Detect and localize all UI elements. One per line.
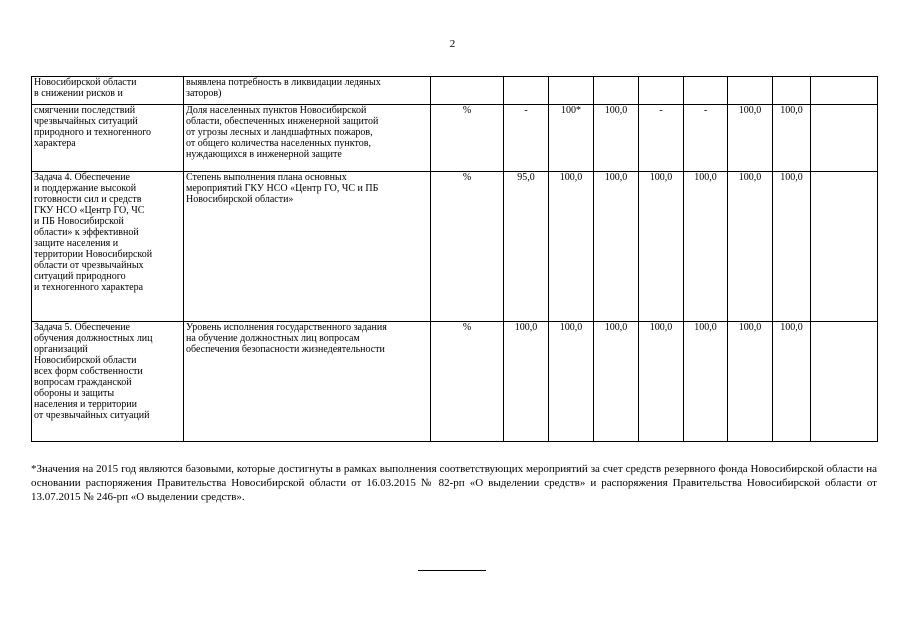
value-cell — [811, 172, 878, 322]
table-row — [32, 77, 878, 105]
footnote: *Значения на 2015 год являются базовыми, которые достигнуты в рамках выполнения соответствующих мероприятий за счет средств резервного фонда Новосибирской области на основании распоряжения Правительства Новосибирской области от 16.03.2015 № 82-рп «О выделении средств» и распоряжения Правительства Новосибирской области от 13.07.2015 № 246-рп «О выделении средств». — [31, 463, 877, 503]
value-cell: 100,0 — [728, 322, 773, 442]
value-cell: 100,0 — [639, 172, 684, 322]
task-cell: Новосибирской области в снижении рисков и — [32, 77, 184, 105]
value-cell: 100,0 — [594, 105, 639, 172]
value-cell — [728, 77, 773, 105]
value-cell: - — [639, 105, 684, 172]
value-cell: 100,0 — [728, 105, 773, 172]
unit-cell — [431, 77, 504, 105]
value-cell — [811, 322, 878, 442]
value-cell: - — [504, 105, 549, 172]
unit-cell: % — [431, 105, 504, 172]
value-cell: 100,0 — [549, 322, 594, 442]
value-cell — [811, 77, 878, 105]
value-cell — [773, 77, 811, 105]
value-cell: 100,0 — [504, 322, 549, 442]
value-cell: 100,0 — [773, 322, 811, 442]
unit-cell: % — [431, 322, 504, 442]
value-cell: 100,0 — [594, 172, 639, 322]
value-cell: 100,0 — [639, 322, 684, 442]
value-cell: 95,0 — [504, 172, 549, 322]
value-cell — [594, 77, 639, 105]
unit-cell: % — [431, 172, 504, 322]
table-row — [32, 105, 878, 172]
end-rule — [418, 570, 486, 571]
value-cell: - — [684, 105, 728, 172]
value-cell: 100,0 — [549, 172, 594, 322]
value-cell: 100,0 — [684, 322, 728, 442]
value-cell — [639, 77, 684, 105]
value-cell — [549, 77, 594, 105]
page-number: 2 — [449, 38, 456, 50]
value-cell: 100* — [549, 105, 594, 172]
value-cell: 100,0 — [773, 172, 811, 322]
value-cell — [684, 77, 728, 105]
indicators-table — [31, 76, 878, 442]
indicator-cell: Степень выполнения плана основных мероприятий ГКУ НСО «Центр ГО, ЧС и ПБ Новосибирской области» — [184, 172, 431, 322]
value-cell: 100,0 — [728, 172, 773, 322]
table-row — [32, 172, 878, 322]
task-cell: Задача 5. Обеспечение обучения должностных лиц организаций Новосибирской области всех форм собственности вопросам гражданской обороны и защиты населения и территории от чрезвычайных ситуаций — [32, 322, 184, 442]
task-cell: смягчении последствий чрезвычайных ситуаций природного и техногенного характера — [32, 105, 184, 172]
task-cell: Задача 4. Обеспечение и поддержание высокой готовности сил и средств ГКУ НСО «Центр ГО, ЧС и ПБ Новосибирской области» к эффективной защите населения и территории Новосибирской области от чрезвычайных ситуаций природного и техногенного характера — [32, 172, 184, 322]
indicator-cell: Доля населенных пунктов Новосибирской области, обеспеченных инженерной защитой от угрозы лесных и ландшафтных пожаров, от общего количества населенных пунктов, нуждающихся в инженерной защите — [184, 105, 431, 172]
value-cell — [811, 105, 878, 172]
value-cell: 100,0 — [684, 172, 728, 322]
indicator-cell: выявлена потребность в ликвидации ледяных заторов) — [184, 77, 431, 105]
value-cell: 100,0 — [773, 105, 811, 172]
indicator-cell: Уровень исполнения государственного задания на обучение должностных лиц вопросам обеспечения безопасности жизнедеятельности — [184, 322, 431, 442]
value-cell — [504, 77, 549, 105]
table-row — [32, 322, 878, 442]
value-cell: 100,0 — [594, 322, 639, 442]
